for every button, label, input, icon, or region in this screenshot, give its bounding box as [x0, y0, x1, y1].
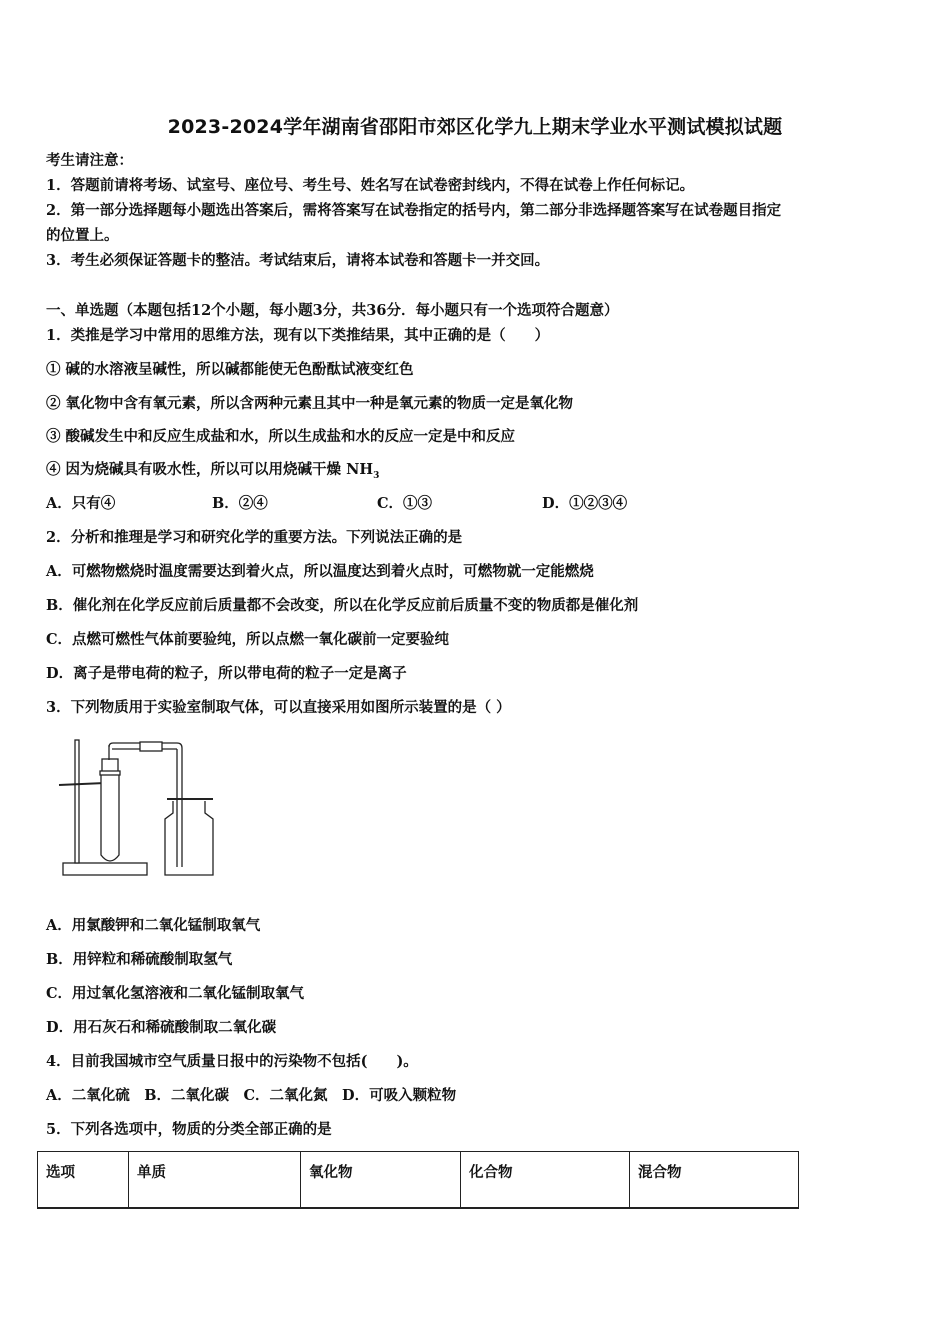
question-4-stem: 4．目前我国城市空气质量日报中的污染物不包括( )。	[46, 1053, 418, 1070]
question-3-option-b[interactable]: B．用锌粒和稀硫酸制取氢气	[46, 951, 233, 968]
table-header-cell: 单质	[129, 1152, 301, 1209]
test-tube	[101, 772, 119, 861]
section-heading: 一、单选题（本题包括12个小题，每小题3分，共36分．每小题只有一个选项符合题意）	[46, 302, 619, 319]
notice-item-2b: 的位置上。	[46, 227, 119, 244]
question-3-option-d[interactable]: D．用石灰石和稀硫酸制取二氧化碳	[46, 1019, 277, 1036]
question-1-option-a[interactable]: A．只有④	[46, 495, 116, 512]
question-1-statement-2: ② 氧化物中含有氧元素，所以含两种元素且其中一种是氧元素的物质一定是氧化物	[46, 395, 574, 412]
question-1-option-b[interactable]: B．②④	[212, 495, 268, 512]
table-header-cell: 选项	[38, 1152, 129, 1209]
classification-table	[37, 1151, 799, 1209]
question-2-option-a[interactable]: A．可燃物燃烧时温度需要达到着火点，所以温度达到着火点时，可燃物就一定能燃烧	[46, 563, 594, 580]
question-5-stem: 5．下列各选项中，物质的分类全部正确的是	[46, 1121, 332, 1138]
notice-heading: 考生请注意：	[46, 152, 133, 169]
question-2-stem: 2．分析和推理是学习和研究化学的重要方法。下列说法正确的是	[46, 529, 463, 546]
page-title: 2023-2024学年湖南省邵阳市郊区化学九上期末学业水平测试模拟试题	[167, 116, 783, 138]
table-header-cell: 化合物	[461, 1152, 630, 1209]
notice-item-1: 1．答题前请将考场、试室号、座位号、考生号、姓名写在试卷密封线内，不得在试卷上作任何标记。	[46, 177, 695, 194]
question-3-option-c[interactable]: C．用过氧化氢溶液和二氧化锰制取氧气	[46, 985, 305, 1002]
question-2-option-d[interactable]: D．离子是带电荷的粒子，所以带电荷的粒子一定是离子	[46, 665, 407, 682]
delivery-tube	[109, 743, 182, 867]
table-header-row	[38, 1152, 799, 1209]
stand-rod	[75, 740, 79, 863]
rubber-connector	[140, 742, 162, 751]
notice-item-3: 3．考生必须保证答题卡的整洁。考试结束后，请将本试卷和答题卡一并交回。	[46, 252, 550, 269]
gas-bottle	[165, 801, 213, 875]
question-1-option-c[interactable]: C．①③	[377, 495, 433, 512]
subscript-3: 3	[373, 470, 380, 481]
tube-lip	[100, 771, 120, 775]
question-4-options[interactable]: A．二氧化硫 B．二氧化碳 C．二氧化氮 D．可吸入颗粒物	[46, 1087, 457, 1104]
table-header-cell: 混合物	[630, 1152, 799, 1209]
gas-apparatus-diagram	[55, 735, 220, 880]
notice-item-2a: 2．第一部分选择题每小题选出答案后，需将答案写在试卷指定的括号内，第二部分非选择题答案写在试卷题目指定	[46, 202, 782, 219]
question-1-statement-4	[46, 461, 379, 485]
table-header-cell: 氧化物	[301, 1152, 461, 1209]
clamp-arm	[59, 783, 105, 785]
question-1-option-d[interactable]: D．①②③④	[542, 495, 628, 512]
stand-base	[63, 863, 147, 875]
question-3-stem: 3．下列物质用于实验室制取气体，可以直接采用如图所示装置的是（ ）	[46, 699, 511, 716]
question-1-statement-3: ③ 酸碱发生中和反应生成盐和水，所以生成盐和水的反应一定是中和反应	[46, 428, 516, 445]
question-2-option-c[interactable]: C．点燃可燃性气体前要验纯，所以点燃一氧化碳前一定要验纯	[46, 631, 450, 648]
statement-4-text: ④ 因为烧碱具有吸水性，所以可以用烧碱干燥 NH	[46, 461, 374, 478]
question-1-stem: 1．类推是学习中常用的思维方法，现有以下类推结果，其中正确的是（ ）	[46, 327, 550, 344]
question-3-option-a[interactable]: A．用氯酸钾和二氧化锰制取氧气	[46, 917, 261, 934]
question-1-statement-1: ① 碱的水溶液呈碱性，所以碱都能使无色酚酞试液变红色	[46, 361, 414, 378]
question-2-option-b[interactable]: B．催化剂在化学反应前后质量都不会改变，所以在化学反应前后质量不变的物质都是催化剂	[46, 597, 639, 614]
